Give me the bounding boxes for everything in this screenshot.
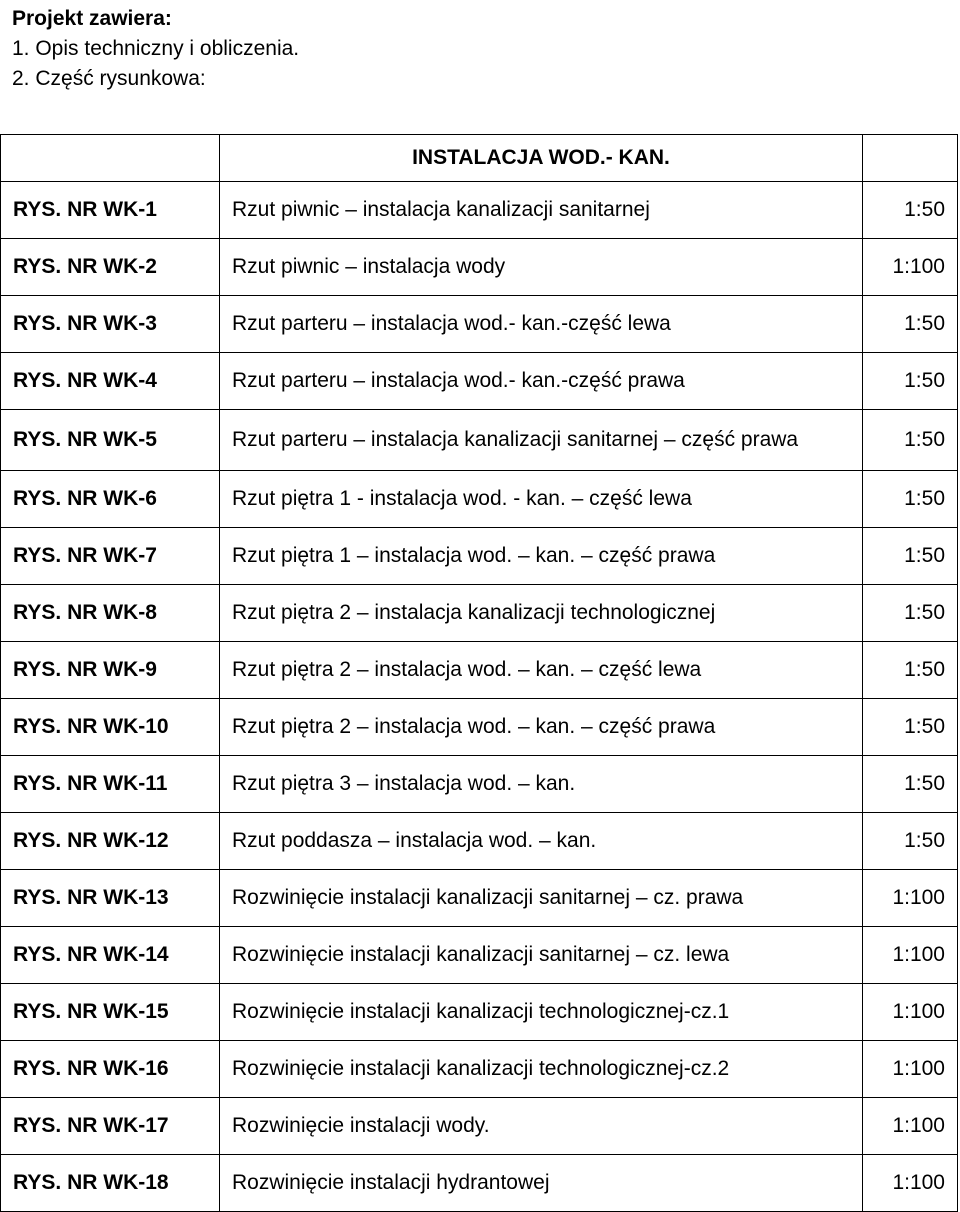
drawing-code (1, 1155, 220, 1212)
project-contents-header (12, 4, 299, 94)
drawing-code-number: NR WK-13 (67, 886, 169, 909)
drawing-code-number: NR WK-18 (67, 1171, 169, 1194)
drawing-code-number: NR WK-15 (67, 1000, 169, 1023)
drawing-description: Rzut piętra 2 – instalacja kanalizacji technologicznej (220, 585, 863, 642)
table-row (1, 296, 958, 353)
drawing-description: Rozwinięcie instalacji wody. (220, 1098, 863, 1155)
drawing-description: Rzut piwnic – instalacja wody (220, 239, 863, 296)
drawing-description: Rzut piętra 3 – instalacja wod. – kan. (220, 756, 863, 813)
drawing-code-number: NR WK-17 (67, 1114, 169, 1137)
table-row (1, 410, 958, 471)
drawing-code (1, 296, 220, 353)
drawing-code (1, 870, 220, 927)
drawing-scale: 1:50 (863, 528, 958, 585)
header-title: Projekt zawiera: (12, 7, 172, 30)
drawing-code-prefix: RYS. (13, 544, 62, 567)
drawing-code (1, 756, 220, 813)
drawing-description: Rozwinięcie instalacji kanalizacji sanitarnej – cz. prawa (220, 870, 863, 927)
table-row (1, 1098, 958, 1155)
drawing-code-number: NR WK-6 (67, 487, 157, 510)
drawing-code-number: NR WK-7 (67, 544, 157, 567)
drawing-scale: 1:100 (863, 984, 958, 1041)
drawing-code (1, 1098, 220, 1155)
drawing-code (1, 182, 220, 239)
drawing-code (1, 642, 220, 699)
drawing-code-prefix: RYS. (13, 772, 62, 795)
table-row (1, 870, 958, 927)
table-row (1, 927, 958, 984)
table-row (1, 813, 958, 870)
drawing-description: Rzut parteru – instalacja wod.- kan.-część lewa (220, 296, 863, 353)
table-row (1, 471, 958, 528)
drawing-code (1, 984, 220, 1041)
header-item-2: 2. Część rysunkowa: (12, 67, 206, 90)
drawing-description: Rozwinięcie instalacji kanalizacji technologicznej-cz.1 (220, 984, 863, 1041)
drawing-code-prefix: RYS. (13, 312, 62, 335)
drawing-scale: 1:100 (863, 239, 958, 296)
drawing-description: Rozwinięcie instalacji kanalizacji technologicznej-cz.2 (220, 1041, 863, 1098)
drawing-description: Rozwinięcie instalacji kanalizacji sanitarnej – cz. lewa (220, 927, 863, 984)
drawing-code-prefix: RYS. (13, 487, 62, 510)
drawing-code-prefix: RYS. (13, 1114, 62, 1137)
table-row (1, 585, 958, 642)
drawing-code (1, 1041, 220, 1098)
drawing-code (1, 699, 220, 756)
drawing-code-number: NR WK-3 (67, 312, 157, 335)
drawing-code-number: NR WK-14 (67, 943, 169, 966)
table-row (1, 756, 958, 813)
drawing-code-number: NR WK-10 (67, 715, 169, 738)
drawing-code-number: NR WK-5 (67, 428, 157, 451)
drawing-code (1, 239, 220, 296)
drawing-scale: 1:100 (863, 1098, 958, 1155)
drawing-description: Rzut piętra 1 – instalacja wod. – kan. – część prawa (220, 528, 863, 585)
drawing-description: Rzut parteru – instalacja kanalizacji sanitarnej – część prawa (220, 410, 863, 471)
drawing-code-prefix: RYS. (13, 658, 62, 681)
drawing-description: Rzut piwnic – instalacja kanalizacji sanitarnej (220, 182, 863, 239)
drawing-scale: 1:50 (863, 410, 958, 471)
drawing-code-number: NR WK-1 (67, 198, 157, 221)
drawing-code (1, 353, 220, 410)
drawing-code-prefix: RYS. (13, 369, 62, 392)
drawing-scale: 1:50 (863, 699, 958, 756)
drawing-scale: 1:50 (863, 756, 958, 813)
drawing-scale: 1:50 (863, 813, 958, 870)
drawing-code-prefix: RYS. (13, 1057, 62, 1080)
drawing-code (1, 471, 220, 528)
table-row (1, 642, 958, 699)
drawing-code (1, 813, 220, 870)
drawing-scale: 1:100 (863, 1155, 958, 1212)
drawing-scale: 1:100 (863, 927, 958, 984)
drawings-table (0, 134, 958, 1212)
drawing-code-prefix: RYS. (13, 1171, 62, 1194)
drawing-code-number: NR WK-9 (67, 658, 157, 681)
drawing-scale: 1:100 (863, 870, 958, 927)
drawing-code (1, 410, 220, 471)
section-row (1, 135, 958, 182)
table-row (1, 353, 958, 410)
table-row (1, 699, 958, 756)
drawing-code-prefix: RYS. (13, 886, 62, 909)
table-row (1, 528, 958, 585)
drawing-code-prefix: RYS. (13, 829, 62, 852)
drawing-code (1, 927, 220, 984)
table-row (1, 1155, 958, 1212)
drawing-code (1, 585, 220, 642)
drawing-code-prefix: RYS. (13, 255, 62, 278)
drawing-scale: 1:50 (863, 353, 958, 410)
drawing-code-prefix: RYS. (13, 943, 62, 966)
drawing-code-prefix: RYS. (13, 601, 62, 624)
drawing-scale: 1:100 (863, 1041, 958, 1098)
drawing-code (1, 528, 220, 585)
drawing-description: Rozwinięcie instalacji hydrantowej (220, 1155, 863, 1212)
header-item-1: 1. Opis techniczny i obliczenia. (12, 37, 300, 60)
drawing-scale: 1:50 (863, 642, 958, 699)
drawing-code-number: NR WK-2 (67, 255, 157, 278)
table-row (1, 239, 958, 296)
drawing-scale: 1:50 (863, 585, 958, 642)
table-row (1, 984, 958, 1041)
drawing-code-number: NR WK-11 (67, 772, 168, 795)
section-scale-cell (863, 135, 958, 182)
drawing-code-prefix: RYS. (13, 428, 62, 451)
drawing-code-number: NR WK-16 (67, 1057, 169, 1080)
drawing-scale: 1:50 (863, 471, 958, 528)
drawing-code-prefix: RYS. (13, 198, 62, 221)
drawing-code-prefix: RYS. (13, 715, 62, 738)
table-row (1, 182, 958, 239)
drawing-description: Rzut piętra 2 – instalacja wod. – kan. – część prawa (220, 699, 863, 756)
drawing-code-number: NR WK-12 (67, 829, 169, 852)
drawing-description: Rzut parteru – instalacja wod.- kan.-część prawa (220, 353, 863, 410)
drawing-code-number: NR WK-4 (67, 369, 157, 392)
drawing-code-prefix: RYS. (13, 1000, 62, 1023)
drawing-scale: 1:50 (863, 182, 958, 239)
drawing-description: Rzut poddasza – instalacja wod. – kan. (220, 813, 863, 870)
section-code-cell (1, 135, 220, 182)
section-title: INSTALACJA WOD.- KAN. (220, 135, 863, 182)
drawing-scale: 1:50 (863, 296, 958, 353)
drawing-code-number: NR WK-8 (67, 601, 157, 624)
drawing-description: Rzut piętra 1 - instalacja wod. - kan. – część lewa (220, 471, 863, 528)
table-row (1, 1041, 958, 1098)
drawing-description: Rzut piętra 2 – instalacja wod. – kan. – część lewa (220, 642, 863, 699)
